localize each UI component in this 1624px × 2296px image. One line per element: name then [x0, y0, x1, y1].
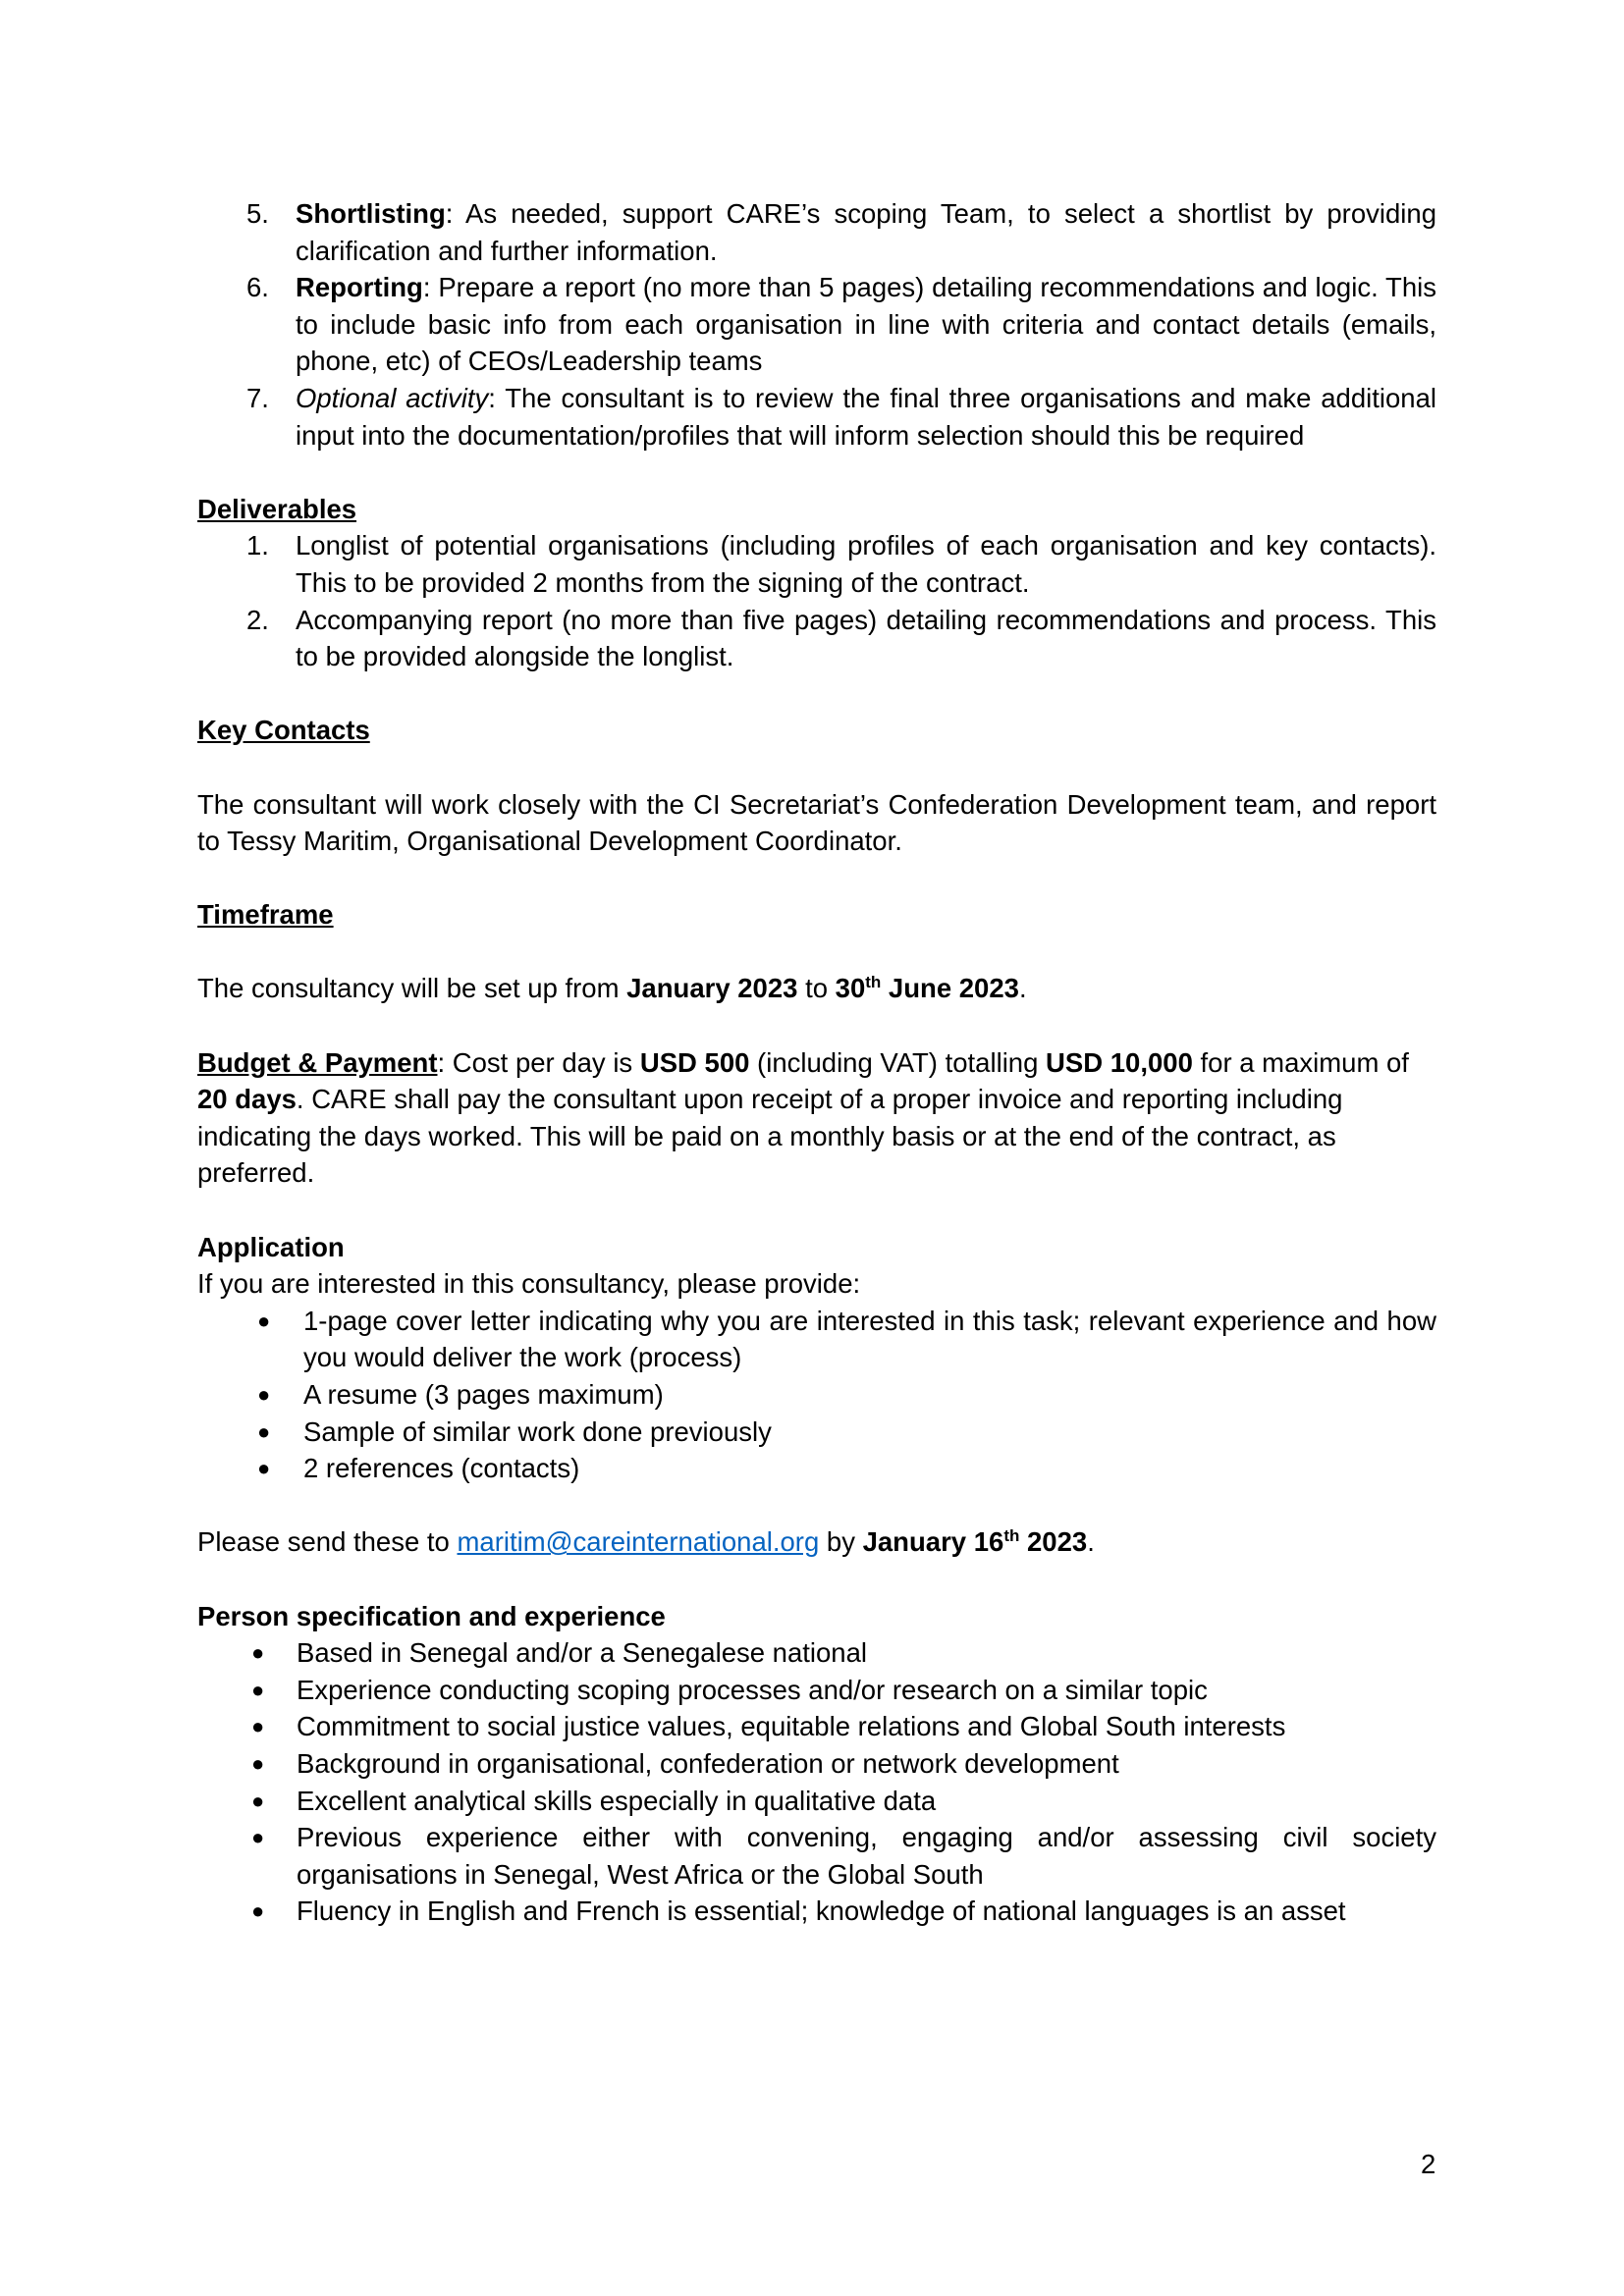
timeframe-text	[197, 970, 1436, 1007]
bullet-icon: ●	[251, 1677, 265, 1702]
application-heading: Application	[197, 1231, 345, 1262]
text-span: January 16	[862, 1526, 1004, 1558]
document-page	[197, 195, 1436, 1930]
item-text: : Prepare a report (no more than 5 pages) detailing recommendations and logic. This to include basic info from each organisation in line with criteria and contact details (emails, phone, etc) of CEOs/Leadership teams	[296, 272, 1436, 377]
item-number: 1.	[246, 530, 269, 561]
list-item	[197, 1634, 1436, 1672]
text-span: The consultancy will be set up from	[197, 973, 627, 1004]
text-span: June 2023	[881, 973, 1019, 1004]
bullet-icon: ●	[251, 1898, 265, 1924]
key-contacts-text: The consultant will work closely with the CI Secretariat’s Confederation Development team, and report to Tessy Maritim, Organisational Development Coordinator.	[197, 788, 1436, 857]
item-number: 6.	[246, 272, 269, 303]
list-item	[197, 269, 1436, 380]
send-instructions	[197, 1523, 1436, 1561]
list-item	[197, 602, 1436, 675]
bullet-icon: ●	[257, 1456, 271, 1481]
list-item	[197, 195, 1436, 269]
bullet-icon: ●	[251, 1825, 265, 1850]
bullet-icon: ●	[251, 1750, 265, 1776]
item-number: 5.	[246, 198, 269, 229]
application-list	[197, 1303, 1436, 1487]
text-span: .	[1087, 1526, 1095, 1558]
tasks-list	[197, 195, 1436, 454]
item-text: A resume (3 pages maximum)	[303, 1379, 664, 1410]
list-item	[197, 380, 1436, 454]
list-item	[197, 1819, 1436, 1893]
item-label: Shortlisting	[296, 198, 446, 229]
key-contacts-heading: Key Contacts	[197, 715, 370, 746]
item-number: 7.	[246, 382, 269, 413]
item-text: 2 references (contacts)	[303, 1453, 580, 1484]
item-number: 2.	[246, 604, 269, 635]
text-span: Please send these to	[197, 1526, 458, 1558]
item-text: Based in Senegal and/or a Senegalese national	[297, 1637, 868, 1669]
item-text: Longlist of potential organisations (including profiles of each organisation and key contacts). This to be provided 2 months from the signing of the contract.	[296, 530, 1436, 598]
list-item	[197, 1450, 1436, 1487]
item-text: Previous experience either with convening, engaging and/or assessing civil society organisations in Senegal, West Africa or the Global South	[297, 1822, 1436, 1890]
item-text: : The consultant is to review the final three organisations and make additional input into the documentation/profiles that will inform selection should this be required	[296, 382, 1436, 451]
text-span: for a maximum of	[1192, 1046, 1409, 1078]
deliverables-heading: Deliverables	[197, 493, 357, 524]
bullet-icon: ●	[257, 1418, 271, 1444]
list-item	[197, 1783, 1436, 1820]
item-label: Optional activity	[296, 382, 489, 413]
daily-rate: USD 500	[639, 1046, 750, 1078]
text-span: 30	[835, 973, 866, 1004]
deliverables-list	[197, 527, 1436, 674]
end-date	[836, 973, 1019, 1003]
item-text: Background in organisational, confederation or network development	[297, 1747, 1119, 1779]
budget-paragraph	[197, 1044, 1436, 1192]
list-item	[197, 1893, 1436, 1930]
bullet-icon: ●	[257, 1308, 271, 1333]
list-item	[197, 1376, 1436, 1414]
text-span: 2023	[1019, 1526, 1088, 1558]
list-item	[197, 1672, 1436, 1709]
item-text: Fluency in English and French is essential; knowledge of national languages is an asset	[297, 1896, 1346, 1927]
bullet-icon: ●	[251, 1788, 265, 1813]
deadline	[863, 1526, 1088, 1557]
item-text: : As needed, support CARE’s scoping Team, to select a shortlist by providing clarification and further information.	[296, 198, 1436, 266]
list-item	[197, 1303, 1436, 1376]
list-item	[197, 1745, 1436, 1783]
list-item	[197, 527, 1436, 601]
item-label: Reporting	[296, 272, 423, 303]
start-date: January 2023	[626, 973, 798, 1004]
text-span: to	[797, 973, 836, 1004]
total-budget: USD 10,000	[1046, 1046, 1193, 1078]
item-text: Commitment to social justice values, equitable relations and Global South interests	[297, 1711, 1286, 1742]
text-span: (including VAT) totalling	[749, 1046, 1047, 1078]
bullet-icon: ●	[251, 1640, 265, 1666]
budget-heading: Budget & Payment	[197, 1046, 438, 1078]
item-text: Experience conducting scoping processes and/or research on a similar topic	[297, 1674, 1208, 1705]
page-number: 2	[1421, 2149, 1436, 2179]
bullet-icon: ●	[251, 1714, 265, 1739]
item-text: 1-page cover letter indicating why you are interested in this task; relevant experience and how you would deliver the work (process)	[303, 1305, 1436, 1373]
max-days: 20 days	[197, 1084, 297, 1115]
text-span: by	[819, 1526, 863, 1558]
application-intro: If you are interested in this consultancy, please provide:	[197, 1268, 861, 1300]
bullet-icon: ●	[257, 1382, 271, 1407]
ordinal-suffix: th	[1003, 1526, 1020, 1546]
item-text: Excellent analytical skills especially in qualitative data	[297, 1785, 937, 1816]
email-link[interactable]: maritim@careinternational.org	[457, 1526, 820, 1558]
text-span: : Cost per day is	[437, 1046, 640, 1078]
list-item	[197, 1708, 1436, 1745]
list-item	[197, 1414, 1436, 1451]
person-spec-heading: Person specification and experience	[197, 1600, 666, 1631]
timeframe-heading: Timeframe	[197, 899, 334, 931]
text-span: . CARE shall pay the consultant upon receipt of a proper invoice and reporting including indicating the days worked. This will be paid on a monthly basis or at the end of the contract, as preferred.	[197, 1084, 1343, 1189]
ordinal-suffix: th	[865, 973, 882, 992]
item-text: Sample of similar work done previously	[303, 1415, 772, 1447]
person-spec-list	[197, 1634, 1436, 1930]
item-text: Accompanying report (no more than five pages) detailing recommendations and process. This to be provided alongside the longlist.	[296, 604, 1436, 672]
text-span: .	[1018, 973, 1027, 1004]
